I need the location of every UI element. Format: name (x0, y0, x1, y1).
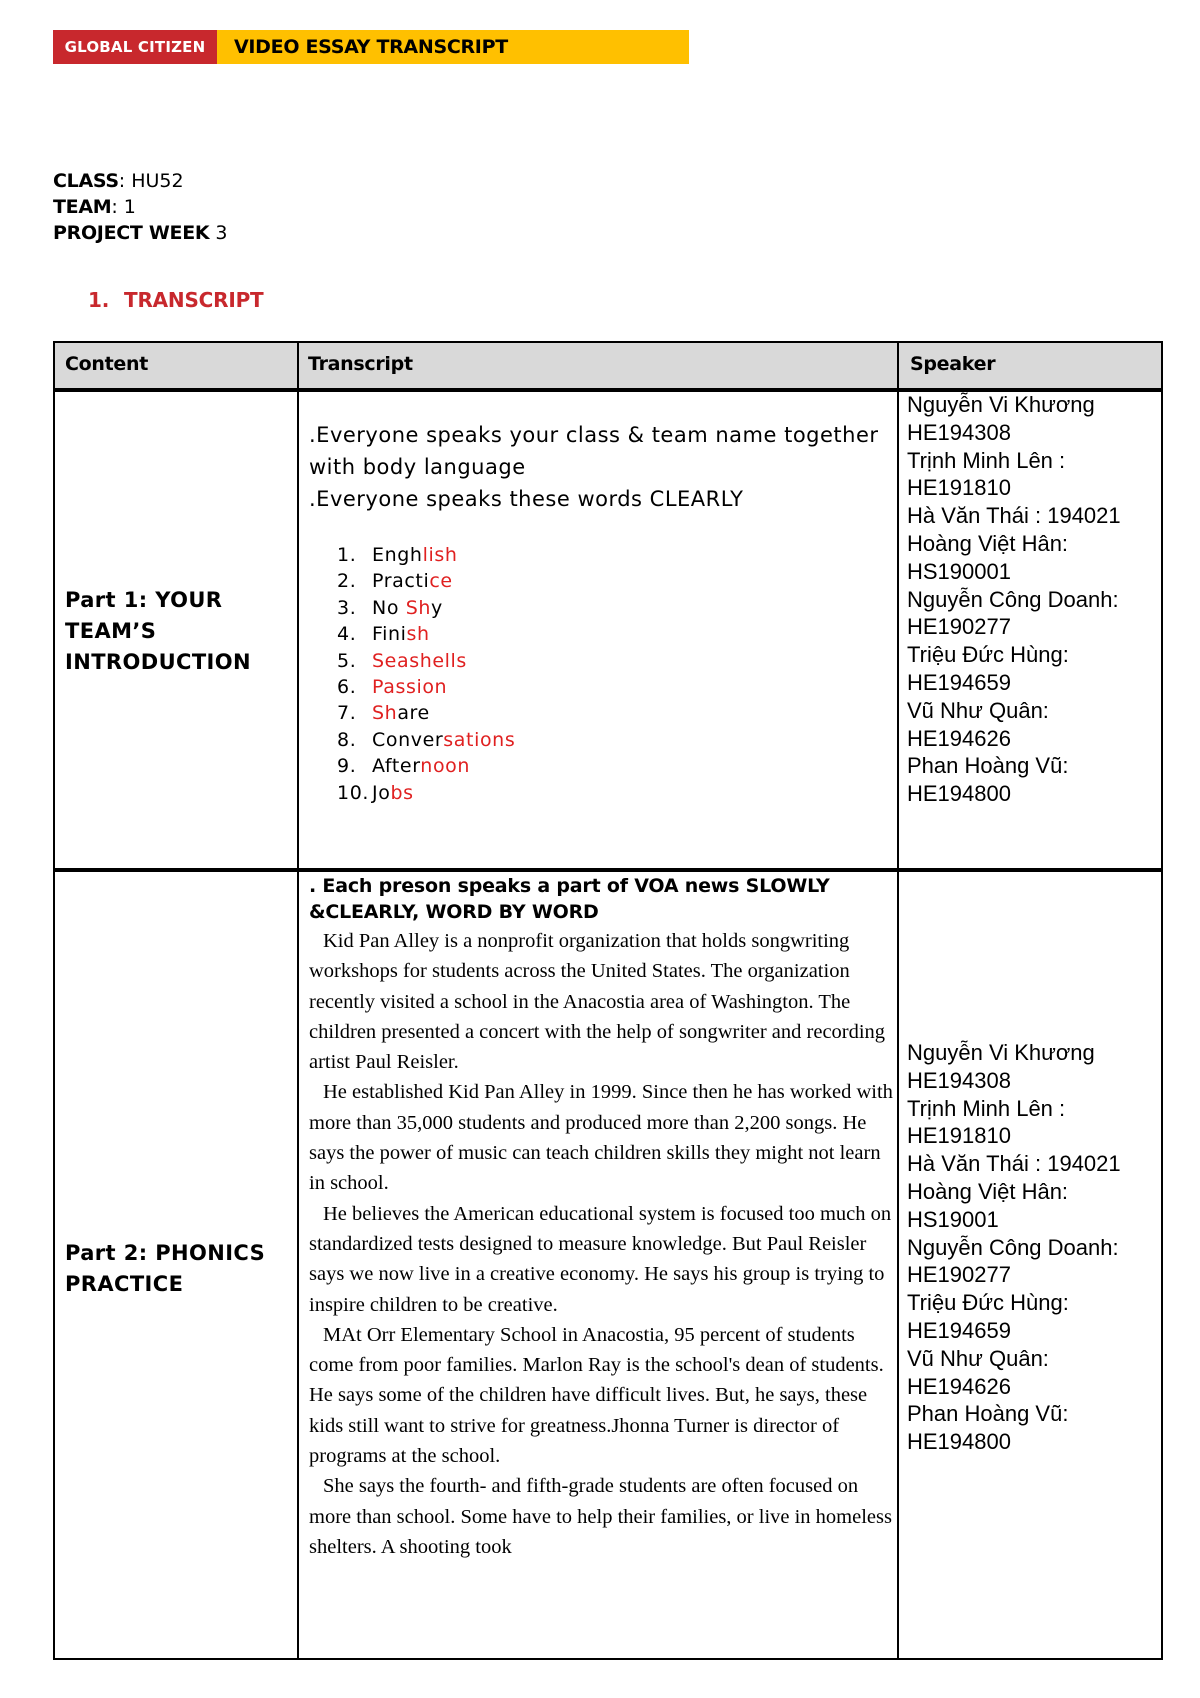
part2-label-line: PRACTICE (65, 1272, 184, 1296)
speaker-line: HE194308 (907, 419, 1011, 445)
meta-value: : 1 (111, 196, 136, 218)
word-number: 4. (337, 623, 357, 646)
word-list-item (337, 700, 515, 726)
section-number: 1. (88, 288, 110, 312)
word-text (372, 674, 447, 700)
speaker-line: Phan Hoàng Vũ: (907, 753, 1069, 779)
speaker-line: HE194800 (907, 781, 1011, 807)
meta-key: PROJECT WEEK (53, 222, 210, 244)
word-number: 1. (337, 544, 357, 566)
speaker-line: Trịnh Minh Lên : (907, 447, 1066, 473)
word-text: Conversations (372, 728, 516, 751)
speaker-line: Vũ Như Quân: (907, 1345, 1049, 1371)
word-text: Afternoon (372, 755, 471, 778)
speaker-line: Hoàng Việt Hân: (907, 1178, 1069, 1204)
part1-label (65, 585, 251, 678)
highlighted-sound: ce (429, 570, 453, 593)
speaker-line: HE191810 (907, 1123, 1011, 1149)
meta-class (53, 168, 227, 194)
voa-paragraph: Kid Pan Alley is a nonprofit organization that holds songwriting workshops for students across the United States. The organization recently visited a school in the Anacostia area of Washington. The children presented a concert with the help of songwriter and recording artist Paul Reisler. (309, 930, 886, 1074)
meta-key: CLASS (53, 170, 119, 192)
word-number: 5. (337, 649, 357, 672)
section-title: TRANSCRIPT (124, 288, 264, 312)
speaker-line: HE194659 (907, 1317, 1011, 1343)
word-number: 9. (337, 755, 357, 778)
instruction-line: .Everyone speaks these words CLEARLY (309, 487, 744, 511)
speaker-line: HE194800 (907, 1429, 1011, 1455)
speaker-line: Hà Văn Thái : 194021 (907, 1151, 1121, 1177)
speaker-line: HE194308 (907, 1067, 1011, 1093)
voa-paragraph: He established Kid Pan Alley in 1999. Since then he has worked with more than 35,000 students and produced more than 2,200 songs. He says the power of music can teach children skills they might not learn in school. (309, 1081, 893, 1195)
speaker-line: HS19001 (907, 1206, 999, 1232)
word-list-item (337, 568, 515, 594)
word-text: Practice (372, 570, 453, 593)
meta-key: TEAM (53, 196, 112, 218)
speaker-line: HE190277 (907, 1262, 1011, 1288)
word-list (337, 542, 515, 806)
highlighted-sound: Passion (372, 676, 448, 699)
instruction-line: .Everyone speaks your class & team name together (309, 423, 879, 447)
speaker-line: Nguyễn Vi Khương (907, 392, 1095, 417)
voa-paragraph: MAt Orr Elementary School in Anacostia, 95 percent of students come from poor families. Marlon Ray is the school's dean of students. He says some of the children have difficult lives. But, he says, these kids still want to strive for greatness.Jhonna Turner is director of programs at the school. (309, 1323, 884, 1468)
part1-speakers (907, 391, 1121, 808)
speaker-line: Triệu Đức Hùng: (907, 1290, 1069, 1316)
word-text: Jobs (372, 781, 414, 804)
word-text: Share (372, 702, 430, 725)
document-title: VIDEO ESSAY TRANSCRIPT (217, 30, 689, 64)
speaker-line: Hoàng Việt Hân: (907, 530, 1069, 556)
instruction-line: with body language (309, 455, 526, 479)
header-banner (53, 30, 689, 64)
highlighted-sound: sh (406, 623, 430, 646)
speaker-line: HE190277 (907, 614, 1011, 640)
word-list-item (337, 542, 515, 568)
word-number: 7. (337, 702, 357, 725)
highlighted-sound: Sh (405, 596, 431, 619)
speaker-line: Nguyễn Công Doanh: (907, 1234, 1119, 1260)
part2-label (65, 1238, 265, 1300)
part1-instructions (309, 419, 879, 515)
word-number: 8. (337, 728, 357, 751)
part1-label-line: Part 1: YOUR (65, 588, 223, 612)
header-transcript: Transcript (308, 353, 413, 375)
word-number: 2. (337, 570, 357, 593)
word-list-item (337, 780, 515, 806)
word-list-item (337, 648, 515, 674)
word-list-item (337, 674, 515, 700)
part2-instruction (309, 873, 830, 925)
speaker-line: HS190001 (907, 558, 1011, 584)
voa-news-text (309, 926, 899, 1562)
column-divider (297, 343, 299, 1658)
word-list-item (337, 621, 515, 647)
word-list-item (337, 753, 515, 779)
voa-paragraph: She says the fourth- and fifth-grade students are often focused on more than school. Some have to help their families, or live in homeless shelters. A shooting took (309, 1475, 892, 1558)
header-speaker: Speaker (910, 353, 996, 375)
word-list-item (337, 595, 515, 621)
speaker-line: Hà Văn Thái : 194021 (907, 503, 1121, 529)
part1-label-line: INTRODUCTION (65, 650, 251, 674)
instruction-line: &CLEARLY, WORD BY WORD (309, 901, 599, 923)
voa-paragraph: He believes the American educational system is focused too much on standardized tests designed to measure knowledge. But Paul Reisler says we now live in a creative economy. He says his group is trying to inspire children to be creative. (309, 1202, 892, 1316)
highlighted-sound: Sh (372, 702, 398, 725)
brand-label: GLOBAL CITIZEN (53, 30, 217, 64)
header-content: Content (65, 353, 149, 375)
meta-value: : HU52 (118, 170, 184, 192)
word-text: No Shy (372, 596, 443, 619)
highlighted-sound: Seashells (372, 649, 467, 672)
highlighted-sound: bs (390, 781, 414, 804)
transcript-table (53, 341, 1163, 1660)
speaker-line: HE194626 (907, 1373, 1011, 1399)
part1-label-line: TEAM’S (65, 619, 157, 643)
word-text: Enghlish (372, 544, 458, 566)
meta-team (53, 194, 227, 220)
highlighted-sound: sations (443, 728, 516, 751)
speaker-line: HE194626 (907, 725, 1011, 751)
word-list-item (337, 727, 515, 753)
word-number: 3. (337, 596, 357, 619)
speaker-line: Trịnh Minh Lên : (907, 1095, 1066, 1121)
instruction-line: . Each preson speaks a part of VOA news SLOWLY (309, 875, 830, 897)
part2-speakers (907, 1039, 1121, 1456)
speaker-line: Triệu Đức Hùng: (907, 642, 1069, 668)
speaker-line: Nguyễn Công Doanh: (907, 586, 1119, 612)
speaker-line: Nguyễn Vi Khương (907, 1040, 1095, 1065)
word-text (372, 648, 467, 674)
speaker-line: HE194659 (907, 669, 1011, 695)
highlighted-sound: lish (422, 544, 458, 566)
speaker-line: Vũ Như Quân: (907, 697, 1049, 723)
row-divider (55, 868, 1161, 872)
speaker-line: Phan Hoàng Vũ: (907, 1401, 1069, 1427)
highlighted-sound: noon (420, 755, 471, 778)
meta-block (53, 168, 227, 246)
speaker-line: HE191810 (907, 475, 1011, 501)
meta-value: 3 (209, 222, 228, 244)
section-heading (88, 288, 264, 312)
meta-project-week (53, 220, 227, 246)
word-text: Finish (372, 623, 430, 646)
word-number: 10. (337, 781, 370, 804)
word-number: 6. (337, 676, 357, 699)
part2-label-line: Part 2: PHONICS (65, 1241, 266, 1265)
